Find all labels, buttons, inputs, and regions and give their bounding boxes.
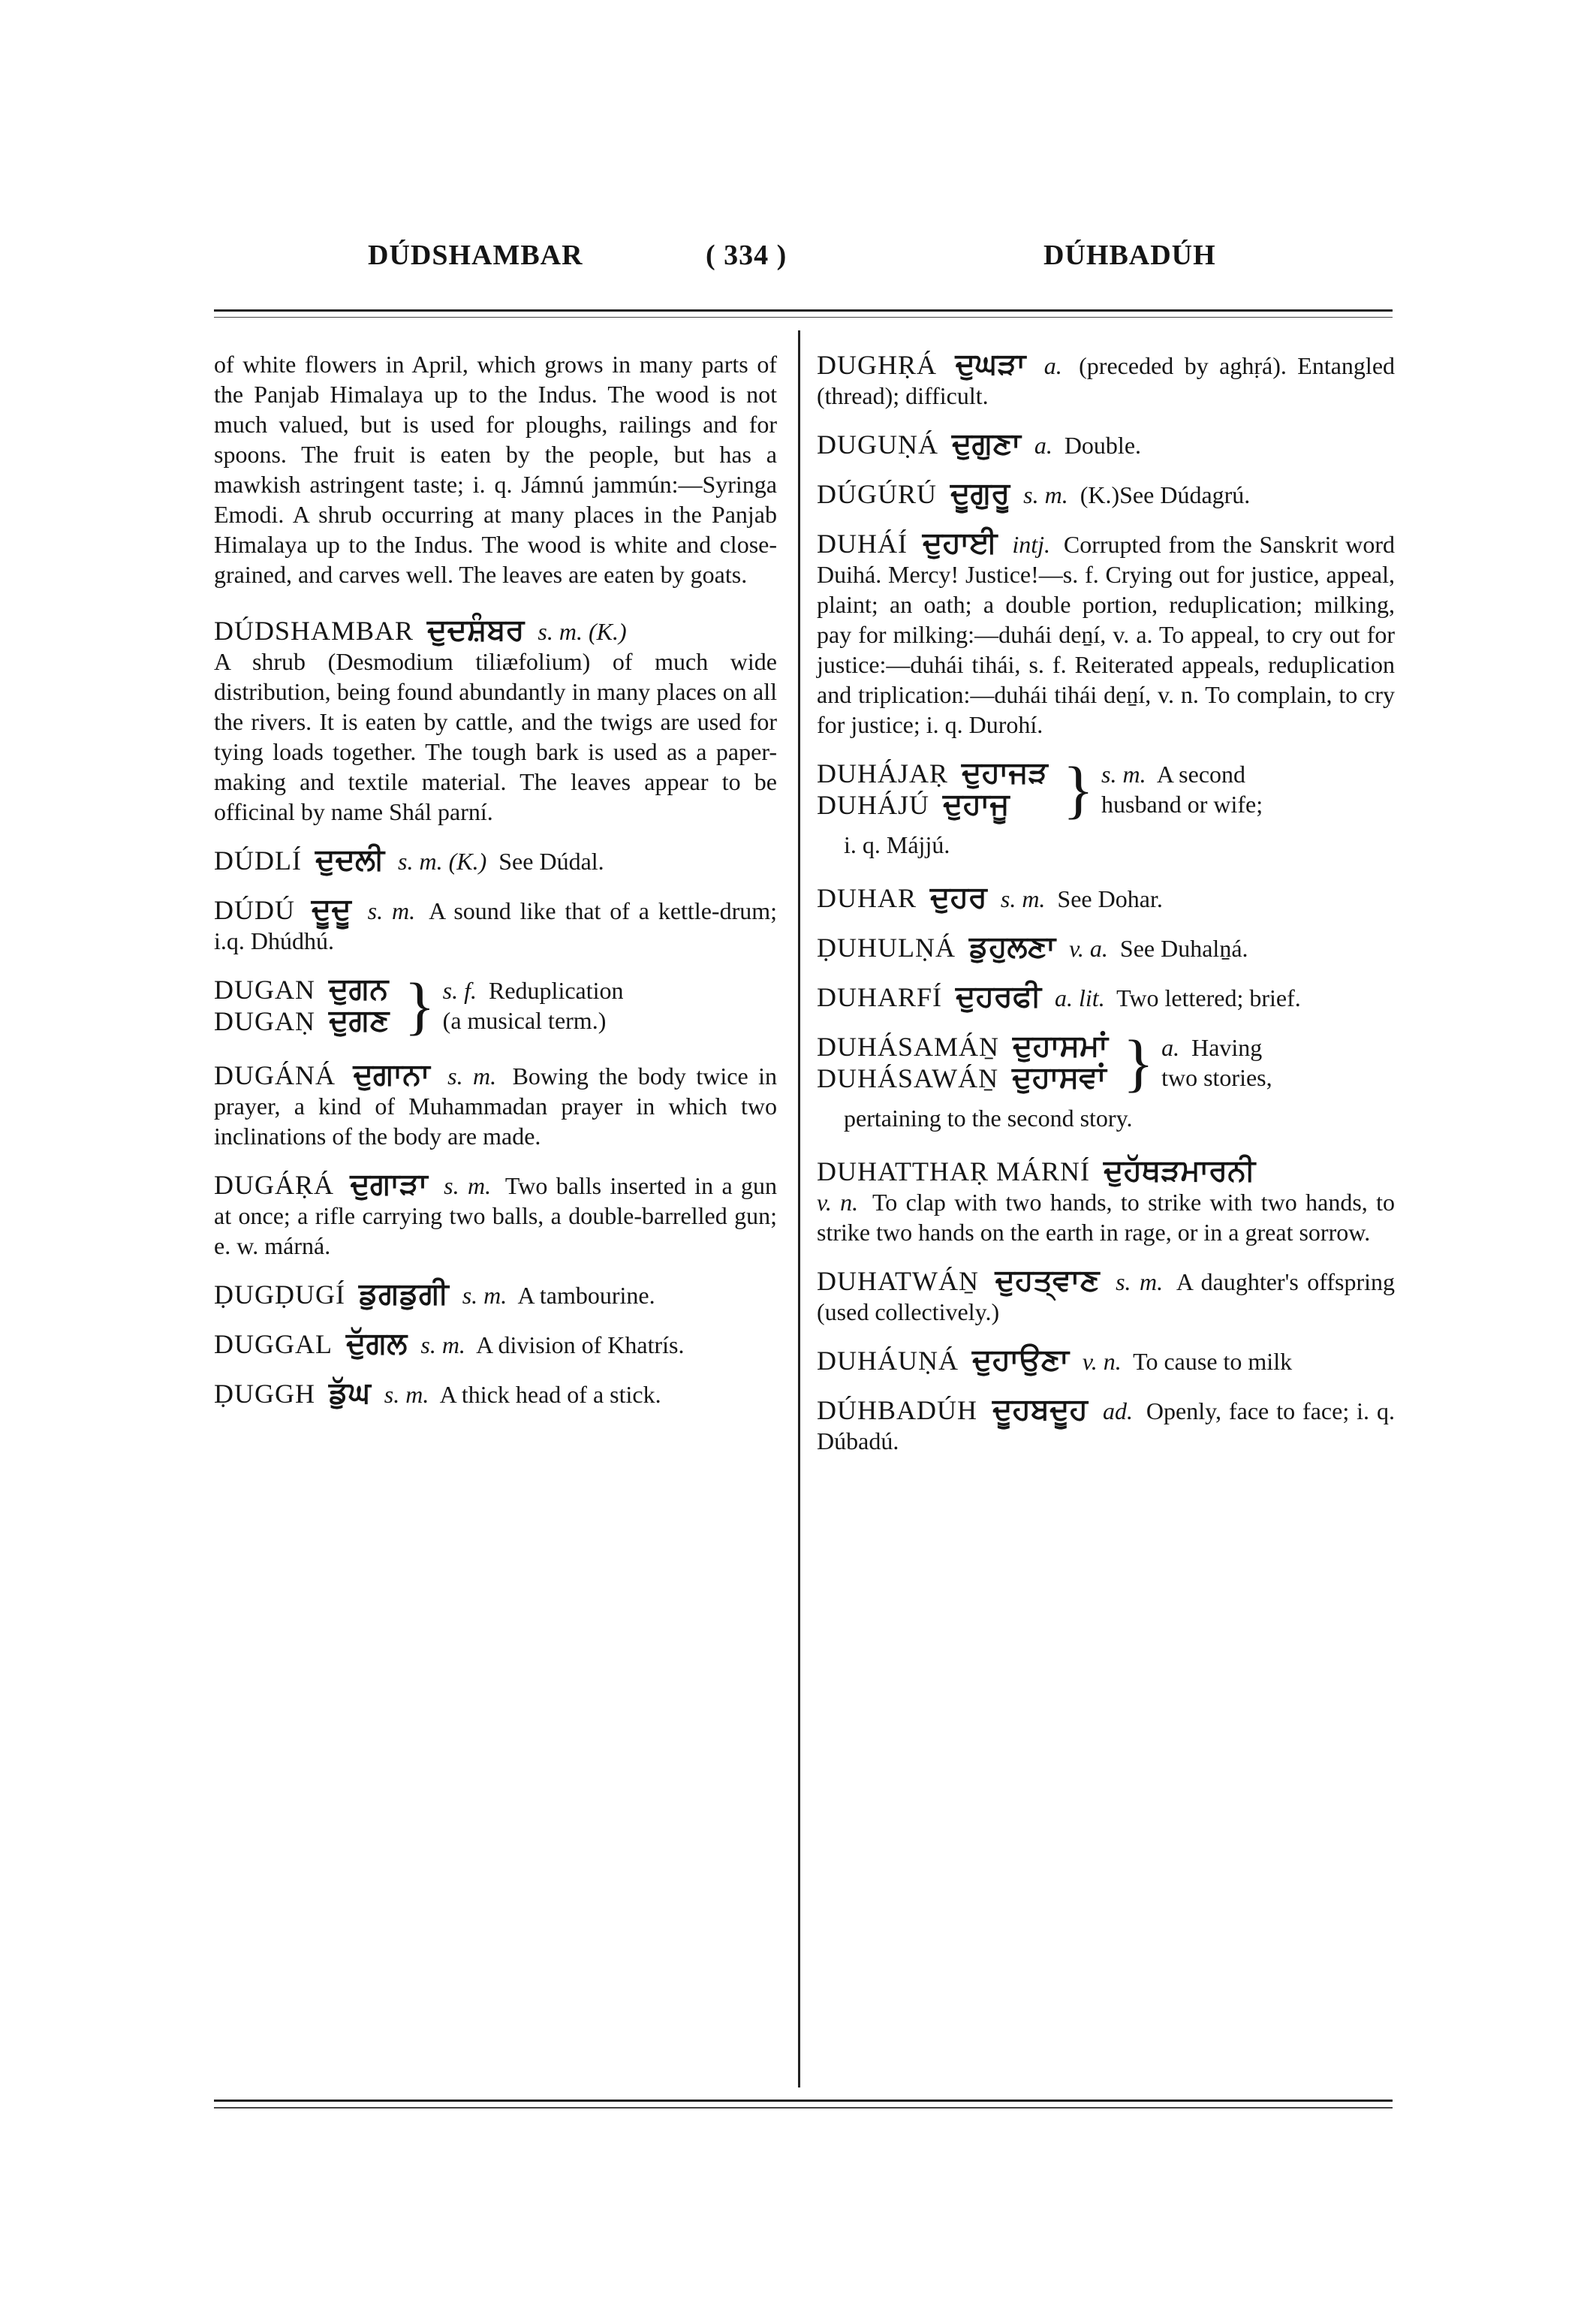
entry-duguna <box>817 429 1395 460</box>
grammar-label: a. <box>1034 432 1052 459</box>
grammar-label: s. m. <box>367 897 416 924</box>
definition: (a musical term.) <box>442 1007 607 1034</box>
gurmukhi-word: ਦੁਹਾਉਣਾ <box>972 1343 1069 1377</box>
definition: Two balls inserted in a gun at once; a rifle carrying two balls, a double-barrelled gun; e. w. márná. <box>214 1172 778 1259</box>
grammar-label: v. a. <box>1069 935 1108 962</box>
brace: } <box>1122 1026 1155 1099</box>
entry-dughra <box>817 349 1395 411</box>
grammar-label: s. m. <box>1116 1268 1164 1295</box>
gurmukhi-word: ਦੂਗੁਰੂ <box>950 476 1010 511</box>
gurmukhi-word: ਦੁਹਾਜੂ <box>943 787 1010 821</box>
entry-duharfi <box>817 981 1395 1013</box>
entry-duhajar-continuation: i. q. Májjú. <box>844 831 950 858</box>
headword: DUHATTHAṚ MÁRNÍ <box>817 1156 1090 1186</box>
definition: A daughter's offspring (used collectively.) <box>817 1268 1395 1325</box>
entry-dugdugi <box>214 1279 777 1310</box>
headword: DUHÁÍ <box>817 529 908 559</box>
gurmukhi-word: ਦੁਹਾਈ <box>922 526 998 560</box>
headword: DUGÁṚÁ <box>214 1170 335 1200</box>
brace: } <box>404 969 435 1041</box>
running-head <box>0 239 1596 284</box>
grammar-label: s. m. <box>384 1381 429 1408</box>
definition: Double. <box>1064 432 1142 459</box>
definition: See Duhalṉá. <box>1119 935 1248 962</box>
gurmukhi-word: ਡੁਗਡੁਗੀ <box>358 1277 449 1311</box>
header-left-catchword: DÚDSHAMBAR <box>368 240 583 271</box>
headword: DUGHṚÁ <box>817 350 938 380</box>
headword: DÚDÚ <box>214 895 295 925</box>
entry-duhasaman-pair <box>817 1026 1395 1099</box>
entry-duggh <box>214 1378 777 1409</box>
headword: DUHÁUṆÁ <box>817 1346 959 1376</box>
headword: DUHÁSAWÁṈ <box>817 1063 999 1093</box>
grammar-label: s. m. <box>447 1063 497 1090</box>
grammar-label: a. <box>1161 1034 1180 1061</box>
entry-dugara <box>214 1169 777 1261</box>
entry-dugana <box>214 1057 778 1151</box>
entry-duhbaduh <box>817 1394 1395 1456</box>
gurmukhi-word: ਦੁਹਤ੍ਵਾਣ <box>995 1263 1100 1298</box>
headword: DUHÁJÚ <box>817 790 929 820</box>
definition: A shrub (Desmodium tiliæfolium) of much wide distribution, being found abundantly in many places on all the rivers. It is eaten by cattle, and the twigs are used for tying loads together. The tough bark is used as a paper-making and textile material. The leaves appear to be officinal by name Shál parní. <box>214 648 777 825</box>
gurmukhi-word: ਦੁਹਾਜੜ <box>962 755 1048 790</box>
entry-dudu <box>214 894 777 956</box>
entry-duhar <box>817 882 1395 914</box>
headword: DÚDLÍ <box>214 846 302 876</box>
entry-dugan-pair <box>214 969 777 1041</box>
grammar-label: v. n. <box>817 1189 859 1216</box>
definition: A division of Khatrís. <box>476 1331 685 1358</box>
gurmukhi-word: ਦੁਗਨ <box>329 972 389 1006</box>
gurmukhi-word: ਦੁਹਾਸਮਾਂ <box>1013 1029 1108 1063</box>
entry-duhulna <box>817 932 1395 963</box>
gurmukhi-word: ਦੁਹੱਥੜਮਾਰਨੀ <box>1104 1153 1256 1188</box>
gurmukhi-word: ਦੁਦਲੀ <box>315 843 385 877</box>
definition: A second <box>1156 761 1246 788</box>
header-right-catchword: DÚHBADÚH <box>1043 240 1216 271</box>
grammar-label: a. <box>1043 352 1062 379</box>
headword: ḌUHULṆÁ <box>817 933 956 963</box>
definition: Having <box>1191 1034 1263 1061</box>
definition: To cause to milk <box>1133 1348 1293 1375</box>
gurmukhi-word: ਦੁਗਣ <box>329 1003 390 1038</box>
gurmukhi-word: ਦੁੱਗਲ <box>345 1326 408 1361</box>
grammar-label: intj. <box>1012 531 1051 558</box>
entry-duhasaman-continuation: pertaining to the second story. <box>844 1105 1133 1132</box>
entry-dudli <box>214 845 777 876</box>
headword: DUHÁJAṚ <box>817 758 949 788</box>
grammar-label: s. m. <box>1101 761 1146 788</box>
left-column <box>214 349 777 1427</box>
gurmukhi-word: ਦੁਗਾੜਾ <box>350 1167 428 1201</box>
gurmukhi-word: ਦੁਹਰ <box>930 880 987 915</box>
headword: DUGUṆÁ <box>817 430 938 460</box>
definition: (K.)See Dúdagrú. <box>1080 481 1251 508</box>
grammar-label: s. m. <box>462 1282 507 1309</box>
grammar-label: ad. <box>1102 1397 1133 1424</box>
headword: DUGGAL <box>214 1329 333 1359</box>
gurmukhi-word: ਦੂਹਬਦੂਹ <box>992 1392 1088 1427</box>
definition: See Dúdal. <box>498 848 604 875</box>
headword: DUHARFÍ <box>817 982 943 1012</box>
bottom-rule <box>214 2100 1393 2102</box>
column-divider <box>798 330 800 2087</box>
definition: (preceded by aghṛá). Entangled (thread); difficult. <box>817 352 1396 409</box>
grammar-label: s. m. <box>1023 481 1068 508</box>
grammar-label: s. m. (K.) <box>538 618 627 645</box>
gurmukhi-word: ਦੁਗੁਣਾ <box>952 427 1021 461</box>
entry-dudshambar <box>214 615 777 827</box>
grammar-label: s. f. <box>442 977 477 1004</box>
grammar-label: s. m. <box>420 1331 465 1358</box>
gurmukhi-word: ਦੁਘੜਾ <box>955 347 1026 381</box>
grammar-label: a. lit. <box>1055 984 1105 1011</box>
definition: A thick head of a stick. <box>439 1381 661 1408</box>
definition: Reduplication <box>489 977 624 1004</box>
grammar-label: s. m. <box>1000 885 1046 912</box>
gurmukhi-word: ਡੁਹੁਲਣਾ <box>968 930 1056 964</box>
definition: Openly, face to face; i. q. Dúbadú. <box>817 1397 1395 1454</box>
headword: ḌUGGH <box>214 1379 315 1409</box>
top-rule-thin <box>214 317 1393 318</box>
brace: } <box>1062 753 1095 825</box>
entry-duhauna <box>817 1345 1395 1376</box>
definition: Corrupted from the Sanskrit word Duihá. Mercy! Justice!—s. f. Crying out for justice, appeal, plaint; an oath; a double portion, reduplication; milking, pay for milking:—duhái deṉí, v. a. To appeal, to cry out for justice:—duhái tihái, s. f. Reiterated appeals, reduplication and triplication:—duhái tihái deṉí, v. n. To complain, to cry for justice; i. q. Durohí. <box>817 531 1396 738</box>
definition: two stories, <box>1161 1064 1272 1091</box>
entry-duguru <box>817 478 1395 510</box>
definition: Two lettered; brief. <box>1116 984 1301 1011</box>
gurmukhi-word: ਡੁੱਘ <box>329 1376 371 1410</box>
gurmukhi-word: ਦੁਹਰਫੀ <box>956 979 1042 1014</box>
entry-duggal <box>214 1328 777 1360</box>
grammar-label: s. m. <box>444 1172 492 1199</box>
definition: See Dohar. <box>1057 885 1163 912</box>
entry-duhatthar <box>817 1153 1396 1247</box>
headword: DUGAṆ <box>214 1006 315 1036</box>
grammar-label: s. m. (K.) <box>398 848 487 875</box>
definition: To clap with two hands, to strike with two hands, to strike two hands on the earth in rage, or in a great sorrow. <box>817 1189 1396 1246</box>
gurmukhi-word: ਦੁਦਸ਼ੰਬਰ <box>427 613 525 647</box>
headword: DUHATWÁṈ <box>817 1266 979 1296</box>
headword: DUHÁSAMÁṈ <box>817 1032 1000 1062</box>
definition: Bowing the body twice in prayer, a kind of Muhammadan prayer in which two inclinations of the body are made. <box>214 1063 778 1150</box>
definition: A tambourine. <box>517 1282 655 1309</box>
continuation-text: of white flowers in April, which grows in many parts of the Panjab Himalaya up to the Indus. The wood is not much valued, but is used for ploughs, railings and for spoons. The fruit is eaten by the people, but has a mawkish astringent taste; i. q. Jámnú jammún:—Syringa Emodi. A shrub occurring at many places in the Panjab Himalaya up to the Indus. The wood is white and close-grained, and carves well. The leaves are eaten by goats. <box>214 351 777 588</box>
right-column <box>817 349 1395 1474</box>
definition: A sound like that of a kettle-drum; i.q. Dhúdhú. <box>214 897 777 954</box>
entry-duhatwan <box>817 1265 1395 1327</box>
headword: DÚGÚRÚ <box>817 479 938 509</box>
headword: DUGAN <box>214 975 315 1005</box>
entry-duhajar-pair <box>817 753 1395 825</box>
headword: DUHAR <box>817 883 917 913</box>
definition: husband or wife; <box>1101 791 1263 818</box>
entry-duhai <box>817 528 1395 740</box>
headword: DÚDSHAMBAR <box>214 616 414 646</box>
gurmukhi-word: ਦੁਹਾਸਵਾਂ <box>1012 1060 1107 1095</box>
gurmukhi-word: ਦੁਗਾਨਾ <box>353 1057 430 1092</box>
page-number: ( 334 ) <box>706 240 787 271</box>
headword: DÚHBADÚH <box>817 1395 977 1425</box>
gurmukhi-word: ਦੂਦੂ <box>311 892 351 927</box>
headword: DUGÁNÁ <box>214 1060 336 1090</box>
headword: ḌUGḌUGÍ <box>214 1280 345 1310</box>
grammar-label: v. n. <box>1082 1348 1122 1375</box>
bottom-rule-thin <box>214 2107 1393 2109</box>
top-rule <box>214 309 1393 312</box>
